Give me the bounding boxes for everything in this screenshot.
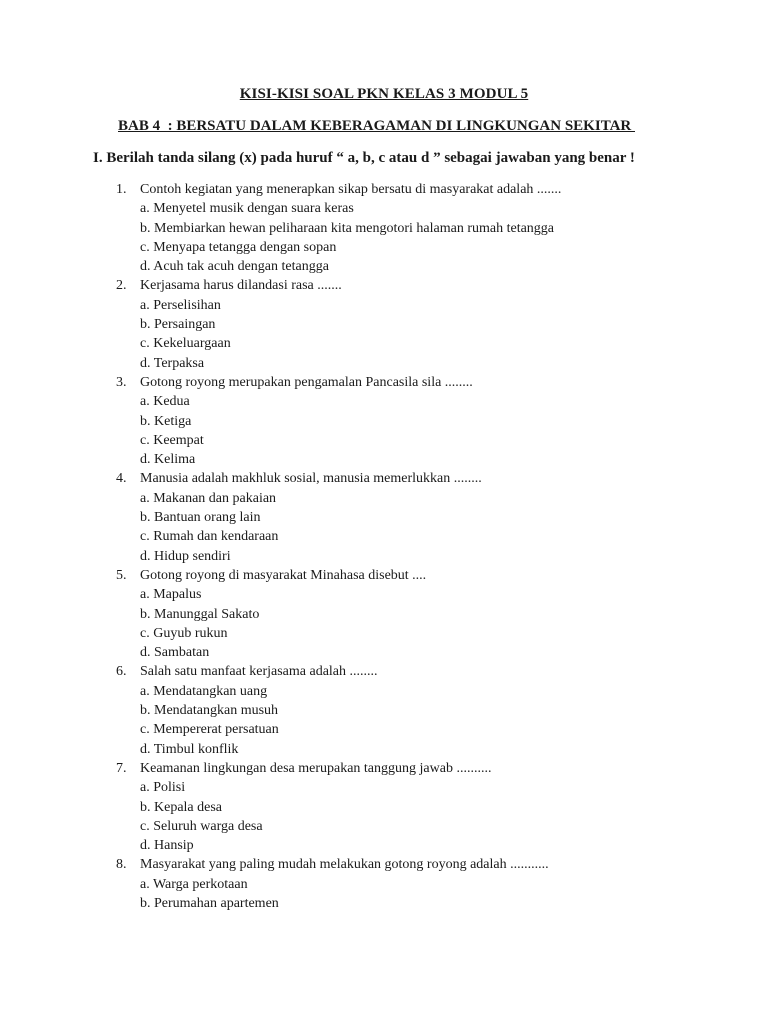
answer-option-text: a. Warga perkotaan — [140, 876, 248, 892]
question-line — [0, 373, 768, 392]
answer-option-text: b. Mendatangkan musuh — [140, 703, 279, 719]
answer-option-text: b. Manunggal Sakato — [140, 606, 260, 622]
answer-option — [0, 450, 768, 469]
answer-option — [0, 720, 768, 739]
answer-option — [0, 701, 768, 720]
answer-option — [0, 624, 768, 643]
question-line — [0, 855, 768, 874]
question-line — [0, 276, 768, 295]
answer-option-text: b. Kepala desa — [140, 799, 223, 815]
question-line — [0, 469, 768, 488]
answer-option — [0, 778, 768, 797]
question-item — [0, 469, 768, 565]
answer-option-text: c. Rumah dan kendaraan — [140, 529, 279, 545]
answer-option — [0, 875, 768, 894]
answer-option-text: b. Persaingan — [140, 317, 216, 333]
answer-option-text: d. Hansip — [140, 838, 194, 854]
answer-option-text: a. Makanan dan pakaian — [140, 490, 277, 506]
answer-option-text: d. Terpaksa — [140, 355, 205, 371]
question-text: Keamanan lingkungan desa merupakan tanggung jawab .......... — [140, 760, 492, 776]
instruction-text: I. Berilah tanda silang (x) pada huruf “ a, b, c atau d ” sebagai jawaban yang benar ! — [93, 150, 635, 166]
document-title: KISI-KISI SOAL PKN KELAS 3 MODUL 5 — [239, 86, 529, 102]
question-text: Kerjasama harus dilandasi rasa ....... — [140, 278, 342, 294]
question-number: 7. — [116, 760, 127, 776]
question-text: Masyarakat yang paling mudah melakukan gotong royong adalah ........... — [140, 857, 549, 873]
answer-option-text: a. Mapalus — [140, 587, 202, 603]
answer-option-text: c. Kekeluargaan — [140, 336, 231, 352]
answer-option-text: b. Membiarkan hewan peliharaan kita mengotori halaman rumah tetangga — [140, 220, 555, 236]
answer-option-text: c. Guyub rukun — [140, 625, 228, 641]
answer-option-text: d. Acuh tak acuh dengan tetangga — [140, 259, 329, 275]
question-list — [0, 180, 768, 913]
answer-option — [0, 894, 768, 913]
answer-option — [0, 605, 768, 624]
question-number: 6. — [116, 664, 127, 680]
question-line — [0, 759, 768, 778]
answer-option — [0, 238, 768, 257]
answer-option-text: c. Mempererat persatuan — [140, 722, 279, 738]
question-text: Manusia adalah makhluk sosial, manusia memerlukkan ........ — [140, 471, 482, 487]
answer-option — [0, 489, 768, 508]
question-number: 8. — [116, 857, 127, 873]
question-text: Gotong royong di masyarakat Minahasa disebut .... — [140, 567, 427, 583]
question-number: 1. — [116, 182, 127, 197]
answer-option — [0, 527, 768, 546]
answer-option — [0, 547, 768, 566]
answer-option — [0, 392, 768, 411]
answer-option-text: d. Timbul konflik — [140, 741, 239, 757]
question-number: 3. — [116, 374, 127, 390]
answer-option — [0, 817, 768, 836]
answer-option — [0, 836, 768, 855]
answer-option-text: a. Polisi — [140, 780, 186, 796]
question-text: Contoh kegiatan yang menerapkan sikap bersatu di masyarakat adalah ....... — [140, 182, 562, 197]
answer-option-text: a. Mendatangkan uang — [140, 683, 268, 699]
answer-option-text: a. Perselisihan — [140, 297, 221, 313]
answer-option-text: b. Ketiga — [140, 413, 192, 429]
answer-option — [0, 315, 768, 334]
question-item — [0, 662, 768, 758]
answer-option — [0, 431, 768, 450]
question-item — [0, 276, 768, 372]
answer-option-text: a. Menyetel musik dengan suara keras — [140, 201, 354, 217]
answer-option-text: b. Bantuan orang lain — [140, 510, 261, 526]
question-item — [0, 373, 768, 469]
question-line — [0, 566, 768, 585]
answer-option — [0, 296, 768, 315]
answer-option-text: d. Sambatan — [140, 645, 210, 661]
answer-option — [0, 354, 768, 373]
question-item — [0, 759, 768, 855]
answer-option — [0, 412, 768, 431]
answer-option-text: d. Hidup sendiri — [140, 548, 231, 564]
question-number: 5. — [116, 567, 127, 583]
question-item — [0, 180, 768, 276]
answer-option — [0, 257, 768, 276]
answer-option-text: a. Kedua — [140, 394, 190, 410]
answer-option — [0, 798, 768, 817]
answer-option-text: c. Keempat — [140, 432, 204, 448]
answer-option-text: c. Seluruh warga desa — [140, 818, 263, 834]
answer-option — [0, 682, 768, 701]
question-text: Salah satu manfaat kerjasama adalah ........ — [140, 664, 378, 680]
answer-option-text: d. Kelima — [140, 452, 196, 468]
question-line — [0, 180, 768, 199]
answer-option — [0, 334, 768, 353]
answer-option-text: c. Menyapa tetangga dengan sopan — [140, 239, 337, 255]
question-item — [0, 855, 768, 913]
chapter-heading: BAB 4 : BERSATU DALAM KEBERAGAMAN DI LINGKUNGAN SEKITAR — [118, 118, 635, 134]
answer-option — [0, 219, 768, 238]
question-number: 2. — [116, 278, 127, 294]
question-text: Gotong royong merupakan pengamalan Pancasila sila ........ — [140, 374, 473, 390]
question-number: 4. — [116, 471, 127, 487]
question-line — [0, 662, 768, 681]
question-item — [0, 566, 768, 662]
answer-option — [0, 199, 768, 218]
answer-option-text: b. Perumahan apartemen — [140, 895, 279, 911]
answer-option — [0, 643, 768, 662]
answer-option — [0, 585, 768, 604]
answer-option — [0, 740, 768, 759]
answer-option — [0, 508, 768, 527]
